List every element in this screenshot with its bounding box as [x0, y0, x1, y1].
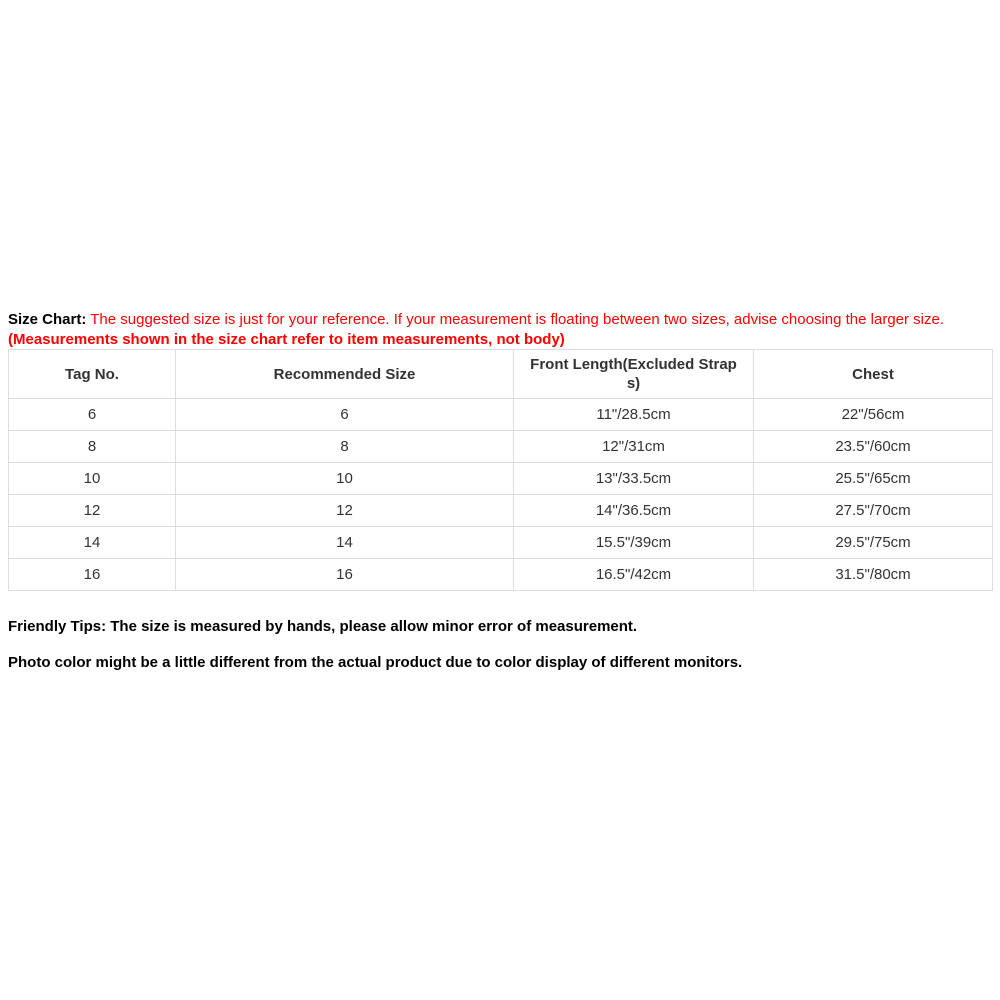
table-row	[9, 559, 993, 591]
table-row	[9, 495, 993, 527]
size-chart-note: The suggested size is just for your reference. If your measurement is floating between two sizes, advise choosing the larger size.	[90, 311, 945, 328]
cell-chest: 25.5"/65cm	[754, 463, 993, 495]
cell-front-length: 15.5"/39cm	[514, 527, 754, 559]
cell-recommended-size: 6	[176, 399, 514, 431]
cell-front-length: 14"/36.5cm	[514, 495, 754, 527]
friendly-tips-text: Friendly Tips: The size is measured by hands, please allow minor error of measurement.	[8, 618, 638, 635]
measurements-note: (Measurements shown in the size chart refer to item measurements, not body)	[8, 331, 565, 348]
cell-chest: 22"/56cm	[754, 399, 993, 431]
intro-paragraph	[8, 309, 973, 331]
column-header-recommended-size: Recommended Size	[176, 350, 514, 399]
cell-chest: 29.5"/75cm	[754, 527, 993, 559]
cell-front-length: 11"/28.5cm	[514, 399, 754, 431]
table-row	[9, 431, 993, 463]
table-row	[9, 527, 993, 559]
cell-tag-no: 8	[9, 431, 176, 463]
cell-recommended-size: 12	[176, 495, 514, 527]
cell-tag-no: 6	[9, 399, 176, 431]
table-row	[9, 399, 993, 431]
cell-chest: 27.5"/70cm	[754, 495, 993, 527]
cell-recommended-size: 16	[176, 559, 514, 591]
cell-recommended-size: 10	[176, 463, 514, 495]
table-row	[9, 463, 993, 495]
column-header-chest: Chest	[754, 350, 993, 399]
size-table	[8, 349, 993, 591]
cell-tag-no: 12	[9, 495, 176, 527]
cell-front-length: 12"/31cm	[514, 431, 754, 463]
column-header-front-length: Front Length(Excluded Straps)	[514, 350, 754, 399]
cell-tag-no: 16	[9, 559, 176, 591]
cell-front-length: 13"/33.5cm	[514, 463, 754, 495]
column-header-tag-no: Tag No.	[9, 350, 176, 399]
size-chart-label: Size Chart:	[8, 311, 87, 328]
table-header-row	[9, 350, 993, 399]
photo-color-note: Photo color might be a little different from the actual product due to color display of different monitors.	[8, 654, 743, 671]
cell-tag-no: 10	[9, 463, 176, 495]
cell-tag-no: 14	[9, 527, 176, 559]
cell-recommended-size: 8	[176, 431, 514, 463]
cell-chest: 23.5"/60cm	[754, 431, 993, 463]
cell-chest: 31.5"/80cm	[754, 559, 993, 591]
cell-recommended-size: 14	[176, 527, 514, 559]
cell-front-length: 16.5"/42cm	[514, 559, 754, 591]
